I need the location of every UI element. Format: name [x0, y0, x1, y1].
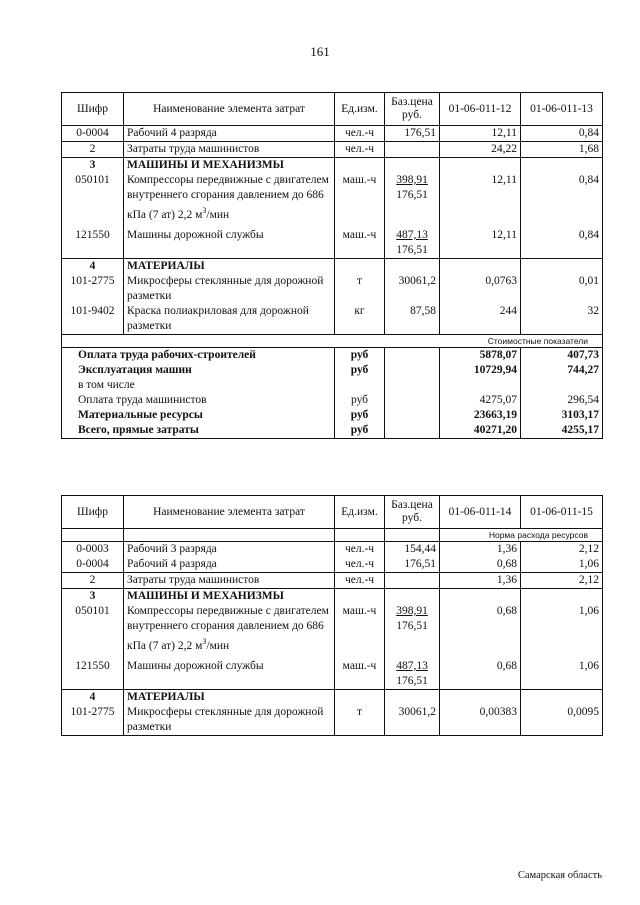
table-row: 0-0003 Рабочий 3 разряда чел.-ч 154,44 1,36 2,12 [62, 542, 603, 558]
table-row: 101-2775 Микросферы стеклянные для дорожной разметки т 30061,2 0,0763 0,01 [62, 274, 603, 304]
table-row: 2 Затраты труда машинистов чел.-ч 1,36 2,12 [62, 573, 603, 589]
summary-row: Оплата труда машинистов руб 4275,07 296,54 [62, 393, 603, 408]
section-row: 4 МАТЕРИАЛЫ [62, 258, 603, 274]
summary-label: Эксплуатация машин [78, 363, 192, 376]
summary-label: Материальные ресурсы [78, 408, 203, 421]
table-row: 050101 Компрессоры передвижные с двигателем внутреннего сгорания давлением до 686 кПа (7 ат) 2,2 $м^3$/мин маш.-ч 398,91 176,51 12,11 0,84 [62, 173, 603, 223]
summary-label: Всего, прямые затраты [78, 423, 199, 436]
summary-row: Всего, прямые затраты руб 40271,20 4255,17 [62, 423, 603, 439]
table-row: 101-9402 Краска полиакриловая для дорожной разметки кг 87,58 244 32 [62, 304, 603, 335]
summary-row: Эксплуатация машин руб 10729,94 744,27 [62, 363, 603, 378]
header-code: Шифр [62, 93, 124, 126]
header-unit: Ед.изм. [335, 496, 385, 529]
table-row: 0-0004 Рабочий 4 разряда чел.-ч 176,51 12,11 0,84 [62, 126, 603, 142]
summary-label: в том числе [78, 378, 135, 391]
cost-indicators-note: Стоимостные показатели [62, 334, 603, 347]
header-col-1: 01-06-011-12 [440, 93, 521, 126]
header-name: Наименование элемента затрат [124, 496, 335, 529]
resource-norm-note: Норма расхода ресурсов [440, 529, 603, 542]
section-row: 4 МАТЕРИАЛЫ [62, 689, 603, 705]
resource-table-2 [61, 495, 603, 736]
header-col-1: 01-06-011-14 [440, 496, 521, 529]
summary-row: Материальные ресурсы руб 23663,19 3103,17 [62, 408, 603, 423]
header-price: Баз.цена руб. [385, 93, 440, 126]
note-row [62, 529, 603, 542]
page-number: 161 [310, 44, 330, 59]
table-header-row [62, 93, 603, 126]
table-header-row [62, 496, 603, 529]
summary-row: Оплата труда рабочих-строителей руб 5878,07 407,73 [62, 347, 603, 363]
summary-label: Оплата труда рабочих-строителей [78, 348, 256, 361]
header-code: Шифр [62, 496, 124, 529]
table-row: 0-0004 Рабочий 4 разряда чел.-ч 176,51 0,68 1,06 [62, 557, 603, 573]
summary-label: Оплата труда машинистов [78, 393, 207, 406]
header-unit: Ед.изм. [335, 93, 385, 126]
header-col-2: 01-06-011-13 [521, 93, 603, 126]
summary-row [62, 378, 603, 393]
header-col-2: 01-06-011-15 [521, 496, 603, 529]
footer-region: Самарская область [517, 870, 602, 881]
table-row: 050101 Компрессоры передвижные с двигателем внутреннего сгорания давлением до 686 кПа (7 ат) 2,2 $м^3$/мин маш.-ч 398,91 176,51 0,68 1,06 [62, 604, 603, 654]
section-row: 3 МАШИНЫ И МЕХАНИЗМЫ [62, 158, 603, 174]
note-row [62, 334, 603, 347]
resource-table-1 [61, 92, 603, 439]
table-row: 121550 Машины дорожной службы маш.-ч 487,13 176,51 0,68 1,06 [62, 654, 603, 690]
table-row: 101-2775 Микросферы стеклянные для дорожной разметки т 30061,2 0,00383 0,0095 [62, 705, 603, 736]
section-row: 3 МАШИНЫ И МЕХАНИЗМЫ [62, 589, 603, 605]
header-price: Баз.цена руб. [385, 496, 440, 529]
table-row: 2 Затраты труда машинистов чел.-ч 24,22 1,68 [62, 142, 603, 158]
header-name: Наименование элемента затрат [124, 93, 335, 126]
table-row: 121550 Машины дорожной службы маш.-ч 487,13 176,51 12,11 0,84 [62, 223, 603, 259]
